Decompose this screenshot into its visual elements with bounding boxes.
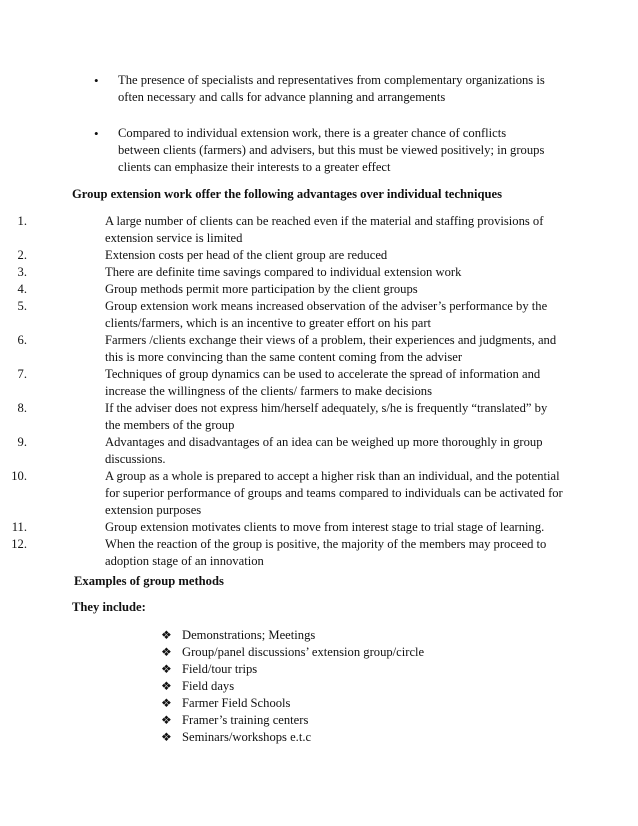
list-item bbox=[0, 281, 565, 298]
diamond-bullet-icon: ❖ bbox=[161, 679, 172, 693]
list-number: 4. bbox=[17, 282, 27, 296]
list-item-text: Farmers /clients exchange their views of a problem, their experiences and judgments, and this is more convincing than the same content coming from the adviser bbox=[105, 333, 557, 364]
list-item bbox=[0, 712, 638, 729]
list-item-text: A group as a whole is prepared to accept a higher risk than an individual, and the potential for superior performance of groups and teams compared to individuals can be activated for extension purposes bbox=[105, 469, 563, 517]
diamond-bullet-icon: ❖ bbox=[161, 713, 172, 727]
list-item-text: Extension costs per head of the client group are reduced bbox=[105, 248, 388, 262]
list-item-text: Techniques of group dynamics can be used to accelerate the spread of information and increase the willingness of the clients/ farmers to make decisions bbox=[105, 367, 541, 398]
bullet-item bbox=[0, 72, 548, 106]
bullet-text: The presence of specialists and representatives from complementary organizations is often necessary and calls for advance planning and arrangements bbox=[118, 73, 545, 104]
list-item bbox=[0, 264, 565, 281]
list-item bbox=[0, 519, 565, 536]
list-item bbox=[0, 678, 638, 695]
list-item-text: Group/panel discussions’ extension group/circle bbox=[182, 645, 425, 659]
examples-heading: Examples of group methods bbox=[74, 574, 224, 588]
list-item-text: Group extension motivates clients to move from interest stage to trial stage of learning. bbox=[105, 520, 545, 534]
list-item-text: Demonstrations; Meetings bbox=[182, 628, 316, 642]
list-number: 8. bbox=[17, 401, 27, 415]
advantages-list bbox=[0, 213, 638, 570]
list-item-text: When the reaction of the group is positive, the majority of the members may proceed to adoption stage of an innovation bbox=[105, 537, 547, 568]
list-number: 6. bbox=[17, 333, 27, 347]
list-item bbox=[0, 468, 565, 519]
list-number: 5. bbox=[17, 299, 27, 313]
list-item-text: Advantages and disadvantages of an idea can be weighed up more thoroughly in group discussions. bbox=[105, 435, 543, 466]
list-number: 11. bbox=[11, 520, 27, 534]
list-item bbox=[0, 400, 565, 434]
list-item bbox=[0, 332, 565, 366]
list-item bbox=[0, 661, 638, 678]
list-item bbox=[0, 729, 638, 746]
bullet-dot-icon: • bbox=[94, 126, 99, 141]
list-number: 1. bbox=[17, 214, 27, 228]
diamond-bullet-icon: ❖ bbox=[161, 645, 172, 659]
list-item-text: Farmer Field Schools bbox=[182, 696, 291, 710]
list-item bbox=[0, 434, 565, 468]
list-number: 9. bbox=[17, 435, 27, 449]
list-item bbox=[0, 695, 638, 712]
list-item-text: There are definite time savings compared to individual extension work bbox=[105, 265, 462, 279]
list-item-text: Framer’s training centers bbox=[182, 713, 309, 727]
list-item-text: Seminars/workshops e.t.c bbox=[182, 730, 312, 744]
diamond-bullet-icon: ❖ bbox=[161, 662, 172, 676]
list-item bbox=[0, 366, 565, 400]
list-item-text: Field days bbox=[182, 679, 235, 693]
diamond-bullet-icon: ❖ bbox=[161, 730, 172, 744]
list-item bbox=[0, 213, 565, 247]
list-item-text: Group methods permit more participation by the client groups bbox=[105, 282, 418, 296]
bullet-text: Compared to individual extension work, there is a greater chance of conflicts between clients (farmers) and advisers, but this must be viewed positively; in groups clients can emphasize their interests to a greater effect bbox=[118, 126, 545, 174]
methods-list bbox=[0, 627, 638, 746]
list-item-text: Field/tour trips bbox=[182, 662, 258, 676]
diamond-bullet-icon: ❖ bbox=[161, 696, 172, 710]
advantages-heading: Group extension work offer the following advantages over individual techniques bbox=[72, 187, 502, 201]
list-item bbox=[0, 247, 565, 264]
bullet-item bbox=[0, 125, 548, 176]
list-number: 10. bbox=[11, 469, 27, 483]
bullet-dot-icon: • bbox=[94, 73, 99, 88]
include-heading: They include: bbox=[72, 600, 146, 614]
list-item bbox=[0, 536, 565, 570]
bullet-list bbox=[0, 72, 638, 176]
list-item-text: If the adviser does not express him/herself adequately, s/he is frequently “translated” by the members of the group bbox=[105, 401, 548, 432]
list-number: 3. bbox=[17, 265, 27, 279]
list-number: 12. bbox=[11, 537, 27, 551]
list-number: 2. bbox=[17, 248, 27, 262]
list-item-text: Group extension work means increased observation of the adviser’s performance by the clients/farmers, which is an incentive to greater effort on his part bbox=[105, 299, 548, 330]
diamond-bullet-icon: ❖ bbox=[161, 628, 172, 642]
list-item-text: A large number of clients can be reached even if the material and staffing provisions of extension service is limited bbox=[105, 214, 544, 245]
list-item bbox=[0, 627, 638, 644]
list-item bbox=[0, 298, 565, 332]
list-item bbox=[0, 644, 638, 661]
list-number: 7. bbox=[17, 367, 27, 381]
